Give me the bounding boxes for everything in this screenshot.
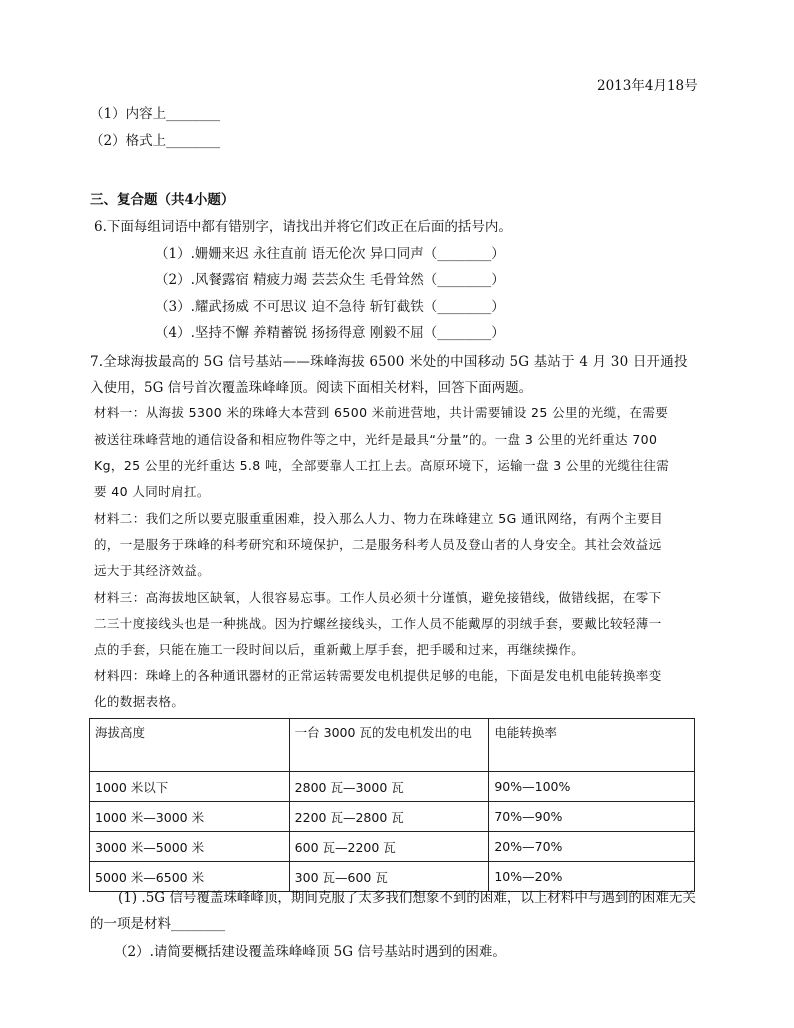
format-question-item-1: （1）内容上________ (90, 106, 221, 122)
table-cell: 1000 米以下 (90, 772, 290, 802)
table-cell: 3000 米—5000 米 (90, 832, 290, 862)
material-1-line-1: 材料一：从海拔 5300 米的珠峰大本营到 6500 米前进营地，共计需要铺设 25 公里的光缆，在需要 (94, 405, 669, 420)
material-3-line-2: 二三十度接线头也是一种挑战。因为拧螺丝接线头，工作人员不能戴厚的羽绒手套，要戴比较轻薄一 (94, 616, 662, 631)
table-cell: 300 瓦—600 瓦 (289, 862, 489, 892)
q7-intro-line-1: 7.全球海拔最高的 5G 信号基站——珠峰海拔 6500 米处的中国移动 5G 基站于 4 月 30 日开通投 (90, 354, 688, 370)
table-row (90, 772, 695, 802)
q6-item-1: （1）.姗姗来迟 永往直前 语无伦次 异口同声（________） (155, 246, 505, 262)
table-cell: 600 瓦—2200 瓦 (289, 832, 489, 862)
table-cell: 2200 瓦—2800 瓦 (289, 802, 489, 832)
material-3-line-3: 点的手套，只能在施工一段时间以后，重新戴上厚手套，把手暖和过来，再继续操作。 (94, 642, 585, 657)
q6-prompt: 6.下面每组词语中都有错别字，请找出并将它们改正在后面的括号内。 (94, 219, 512, 235)
material-2-line-1: 材料二：我们之所以要克服重重困难，投入那么人力、物力在珠峰建立 5G 通讯网络，有两个主要目 (94, 511, 663, 526)
table-cell: 20%—70% (489, 832, 695, 862)
table-cell: 10%—20% (489, 862, 695, 892)
date-line: 2013年4月18号 (597, 78, 698, 94)
q6-item-2: （2）.风餐露宿 精疲力竭 芸芸众生 毛骨耸然（________） (155, 272, 505, 288)
material-4-line-1: 材料四：珠峰上的各种通讯器材的正常运转需要发电机提供足够的电能，下面是发电机电能转换率变 (94, 668, 662, 683)
material-1-line-2: 被送往珠峰营地的通信设备和相应物件等之中，光纤是最具“分量”的。一盘 3 公里的光纤重达 700 (94, 432, 658, 447)
table-row (90, 802, 695, 832)
q7-intro-line-2: 入使用，5G 信号首次覆盖珠峰峰顶。阅读下面相关材料，回答下面两题。 (90, 380, 533, 396)
generator-data-table (89, 718, 695, 892)
q7-subquestion-2: （2）.请简要概括建设覆盖珠峰峰顶 5G 信号基站时遇到的困难。 (114, 944, 506, 960)
q7-subquestion-1-line-2: 的一项是材料________ (90, 916, 225, 932)
table-header-cell: 一台 3000 瓦的发电机发出的电 (289, 719, 489, 772)
table-row (90, 832, 695, 862)
material-3-line-1: 材料三：高海拔地区缺氧，人很容易忘事。工作人员必须十分谨慎，避免接错线，做错线据，在零下 (94, 590, 662, 605)
table-cell: 5000 米—6500 米 (90, 862, 290, 892)
q6-item-3: （3）.耀武扬威 不可思议 迫不急待 斩钉截铁（________） (155, 299, 505, 315)
q6-item-4: （4）.坚持不懈 养精蓄锐 扬扬得意 刚毅不屈（________） (155, 325, 505, 341)
table-cell: 2800 瓦—3000 瓦 (289, 772, 489, 802)
table-cell: 90%—100% (489, 772, 695, 802)
q7-subquestion-1-line-1: (1) .5G 信号覆盖珠峰峰顶，期间克服了太多我们想象不到的困难，以上材料中与遇到的困难无关 (118, 890, 696, 906)
section-heading: 三、复合题（共4小题） (90, 192, 235, 208)
table-header-cell: 电能转换率 (489, 719, 695, 772)
table-cell: 1000 米—3000 米 (90, 802, 290, 832)
material-2-line-2: 的，一是服务于珠峰的科考研究和环境保护，二是服务科考人员及登山者的人身安全。其社会效益远 (94, 537, 662, 552)
table-header-cell: 海拔高度 (90, 719, 290, 772)
material-1-line-3: Kg，25 公里的光纤重达 5.8 吨，全部要靠人工扛上去。高原环境下，运输一盘 3 公里的光缆往往需 (94, 458, 670, 473)
material-2-line-3: 远大于其经济效益。 (94, 563, 211, 578)
table-cell: 70%—90% (489, 802, 695, 832)
material-1-line-4: 要 40 人同时肩扛。 (94, 484, 210, 499)
table-header-row (90, 719, 695, 772)
material-4-line-2: 化的数据表格。 (94, 694, 185, 709)
format-question-item-2: （2）格式上________ (90, 133, 221, 149)
